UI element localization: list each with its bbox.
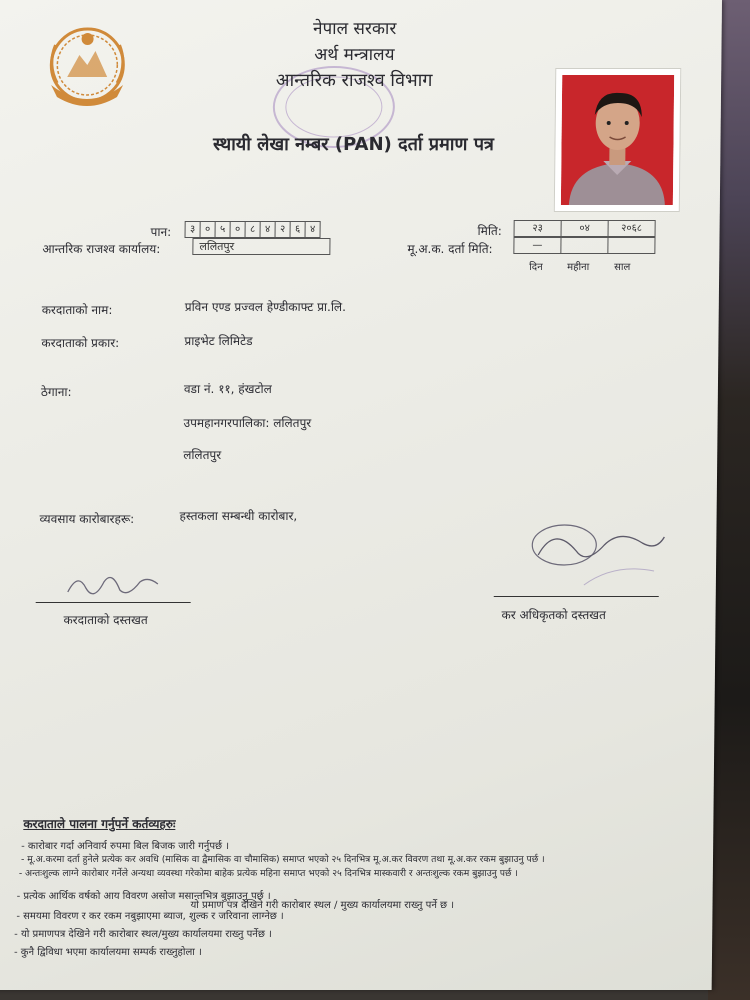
vat-date-label: मू.अ.क. दर्ता मिति: [407, 242, 493, 256]
taxpayer-photo [554, 68, 682, 212]
taxpayer-name-value: प्रविन एण्ड प्रज्वल हेण्डीकाफ्ट प्रा.लि. [184, 300, 346, 314]
taxpayer-type-label: करदाताको प्रकार: [41, 336, 120, 350]
pan-digit: ० [231, 222, 246, 237]
certificate-title: स्थायी लेखा नम्बर (PAN) दर्ता प्रमाण पत्र [212, 134, 495, 155]
officer-signature-label: कर अधिकृतको दस्तखत [501, 608, 606, 622]
duty-item: - कारोबार गर्दा अनिवार्य रुपमा बिल बिजक जारी गर्नुपर्छ । [21, 841, 230, 852]
taxpayer-signature-line [36, 602, 191, 603]
pan-number [185, 221, 321, 238]
taxpayer-type-value: प्राइभेट लिमिटेड [184, 334, 253, 348]
date-label: मिति: [477, 224, 502, 238]
duty-overlay-print: यो प्रमाण पत्र देखिने गरी कारोबार स्थल / मुख्य कार्यालयमा राख्नु पर्ने छ । [190, 900, 455, 911]
pan-digit: ८ [246, 222, 261, 237]
pan-digit: ४ [309, 224, 316, 235]
portrait-image [561, 75, 674, 205]
government-name: नेपाल सरकार [312, 19, 397, 39]
duty-item: - समयमा विवरण र कर रकम नबुझाएमा ब्याज, शुल्क र जरिवाना लाग्नेछ । [16, 911, 284, 922]
vat-date [513, 237, 655, 254]
date-year: २०६८ [621, 223, 643, 234]
vat-date-year [608, 238, 654, 253]
caption-year: साल [614, 262, 631, 273]
pan-digit: ५ [216, 222, 231, 237]
pan-digit: ० [201, 222, 216, 237]
pan-digit: ३ [186, 222, 201, 237]
address-line-2: उपमहानगरपालिका: ललितपुर [183, 416, 312, 430]
duty-item: - यो प्रमाणपत्र देखिने गरी कारोबार स्थल/मुख्य कार्यालयमा राख्नु पर्नेछ । [14, 929, 272, 940]
office-value: ललितपुर [192, 238, 330, 255]
officer-signature-icon [524, 515, 675, 595]
office-label: आन्तरिक राजश्व कार्यालय: [42, 242, 161, 256]
nepal-government-emblem-icon [37, 15, 138, 115]
duty-item: - प्रत्येक आर्थिक वर्षको आय विवरण असोज मसान्तभित्र बुझाउनु पर्छ । [16, 891, 271, 902]
date-month: ०४ [562, 221, 609, 236]
vat-date-month [561, 238, 608, 253]
duty-item: - मू.अ.करमा दर्ता हुनेले प्रत्येक कर अवधि (मासिक वा द्वैमासिक वा चौमासिक) समाप्त भएको २५ दिनभित्र मू.अ.कर विवरण तथा मू.अ.कर रकम बुझाउनु पर्छ । [20, 854, 545, 865]
pan-label: पान: [150, 225, 172, 239]
ministry-name: अर्थ मन्त्रालय [314, 45, 395, 65]
pan-digit: ६ [291, 222, 306, 237]
pan-digit: २ [276, 222, 291, 237]
duty-item: - अन्तःशुल्क लाग्ने कारोबार गर्नेले अन्यथा व्यवस्था गरेकोमा बाहेक प्रत्येक महिना समाप्त भएको २५ दिनभित्र मास्कवारी र अन्तःशुल्क रकम बुझाउनु पर्छ । [18, 868, 518, 879]
vat-date-value: — [514, 238, 561, 253]
issue-date [514, 220, 656, 237]
caption-month: महीना [567, 262, 590, 273]
duties-heading: करदाताले पालना गर्नुपर्ने कर्तव्यहरुः [23, 817, 176, 831]
address-line-1: वडा नं. ११, हंखटोल [183, 382, 272, 396]
taxpayer-signature-icon [64, 568, 164, 604]
address-label: ठेगाना: [40, 385, 72, 399]
pan-digit: ४ [261, 222, 276, 237]
caption-day: दिन [529, 262, 543, 273]
taxpayer-name-label: करदाताको नाम: [41, 303, 113, 317]
department-name: आन्तरिक राजश्व विभाग [275, 70, 433, 91]
duty-item: - कुनै द्विविधा भएमा कार्यालयमा सम्पर्क राख्नुहोला । [13, 947, 202, 958]
business-value: हस्तकला सम्बन्धी कारोबार, [179, 509, 298, 523]
date-day: २३ [515, 221, 562, 236]
officer-signature-line [494, 596, 659, 597]
business-label: व्यवसाय कारोबारहरू: [39, 512, 135, 526]
address-line-3: ललितपुर [183, 448, 222, 462]
taxpayer-signature-label: करदाताको दस्तखत [63, 613, 148, 627]
